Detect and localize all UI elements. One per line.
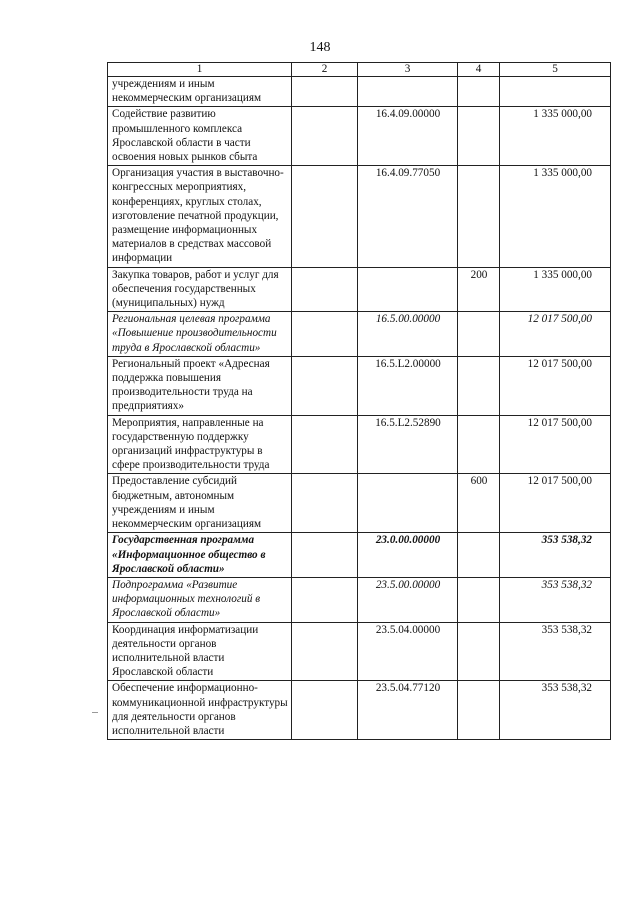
- cell-name: Региональный проект «Адресная поддержка повышения производительности труда на предприятиях»: [108, 356, 292, 415]
- cell-code: 16.5.L2.52890: [358, 415, 458, 474]
- cell-ministry: [292, 415, 358, 474]
- cell-expense-type: [458, 681, 500, 740]
- cell-ministry: [292, 166, 358, 267]
- cell-expense-type: [458, 312, 500, 357]
- cell-amount: 353 538,32: [500, 577, 611, 622]
- header-col-1: 1: [108, 63, 292, 77]
- cell-name: Региональная целевая программа «Повышение производительности труда в Ярославской области»: [108, 312, 292, 357]
- header-col-3: 3: [358, 63, 458, 77]
- cell-code: [358, 77, 458, 107]
- table-body: [108, 77, 611, 740]
- table-row: [108, 415, 611, 474]
- cell-ministry: [292, 533, 358, 578]
- cell-code: 16.4.09.77050: [358, 166, 458, 267]
- cell-ministry: [292, 312, 358, 357]
- cell-name: Государственная программа «Информационное общество в Ярославской области»: [108, 533, 292, 578]
- cell-ministry: [292, 267, 358, 312]
- cell-expense-type: [458, 415, 500, 474]
- table-row: [108, 577, 611, 622]
- table-row: [108, 267, 611, 312]
- cell-amount: 12 017 500,00: [500, 415, 611, 474]
- cell-ministry: [292, 577, 358, 622]
- header-col-2: 2: [292, 63, 358, 77]
- table-row: [108, 622, 611, 681]
- margin-mark: [92, 712, 98, 713]
- cell-name: Координация информатизации деятельности органов исполнительной власти Ярославской области: [108, 622, 292, 681]
- table-row: [108, 166, 611, 267]
- budget-table: [107, 62, 611, 740]
- cell-code: 23.5.04.00000: [358, 622, 458, 681]
- cell-amount: 12 017 500,00: [500, 474, 611, 533]
- cell-name: учреждениям и иным некоммерческим организациям: [108, 77, 292, 107]
- cell-ministry: [292, 622, 358, 681]
- cell-expense-type: 600: [458, 474, 500, 533]
- cell-ministry: [292, 681, 358, 740]
- cell-expense-type: [458, 356, 500, 415]
- cell-name: Предоставление субсидий бюджетным, автономным учреждениям и иным некоммерческим организациям: [108, 474, 292, 533]
- table-row: [108, 77, 611, 107]
- cell-name: Подпрограмма «Развитие информационных технологий в Ярославской области»: [108, 577, 292, 622]
- cell-expense-type: [458, 577, 500, 622]
- table-row: [108, 681, 611, 740]
- cell-code: 23.0.00.00000: [358, 533, 458, 578]
- cell-expense-type: [458, 107, 500, 166]
- cell-amount: 353 538,32: [500, 622, 611, 681]
- header-row: [108, 63, 611, 77]
- table-row: [108, 107, 611, 166]
- cell-code: 23.5.00.00000: [358, 577, 458, 622]
- cell-name: Мероприятия, направленные на государственную поддержку организаций инфраструктуры в сфере производительности труда: [108, 415, 292, 474]
- cell-code: [358, 474, 458, 533]
- cell-expense-type: [458, 166, 500, 267]
- cell-name: Содействие развитию промышленного комплекса Ярославской области в части освоения новых рынков сбыта: [108, 107, 292, 166]
- cell-ministry: [292, 356, 358, 415]
- cell-amount: 1 335 000,00: [500, 166, 611, 267]
- cell-code: 16.5.00.00000: [358, 312, 458, 357]
- table-row: [108, 356, 611, 415]
- table-row: [108, 533, 611, 578]
- page-number: 148: [309, 40, 331, 55]
- cell-amount: 12 017 500,00: [500, 356, 611, 415]
- table-row: [108, 312, 611, 357]
- cell-amount: 12 017 500,00: [500, 312, 611, 357]
- cell-amount: 353 538,32: [500, 533, 611, 578]
- cell-code: 16.4.09.00000: [358, 107, 458, 166]
- cell-code: 16.5.L2.00000: [358, 356, 458, 415]
- cell-amount: 1 335 000,00: [500, 267, 611, 312]
- cell-expense-type: [458, 77, 500, 107]
- cell-name: Закупка товаров, работ и услуг для обеспечения государственных (муниципальных) нужд: [108, 267, 292, 312]
- header-col-4: 4: [458, 63, 500, 77]
- table-row: [108, 474, 611, 533]
- cell-expense-type: [458, 622, 500, 681]
- cell-expense-type: [458, 533, 500, 578]
- cell-amount: [500, 77, 611, 107]
- cell-amount: 353 538,32: [500, 681, 611, 740]
- cell-ministry: [292, 474, 358, 533]
- cell-name: Организация участия в выставочно-конгрессных мероприятиях, конференциях, круглых столах, изготовление печатной продукции, размещение информационных материалов в средствах массовой информации: [108, 166, 292, 267]
- cell-code: [358, 267, 458, 312]
- cell-amount: 1 335 000,00: [500, 107, 611, 166]
- header-col-5: 5: [500, 63, 611, 77]
- cell-name: Обеспечение информационно-коммуникационной инфраструктуры для деятельности органов исполнительной власти: [108, 681, 292, 740]
- cell-ministry: [292, 107, 358, 166]
- cell-expense-type: 200: [458, 267, 500, 312]
- cell-ministry: [292, 77, 358, 107]
- cell-code: 23.5.04.77120: [358, 681, 458, 740]
